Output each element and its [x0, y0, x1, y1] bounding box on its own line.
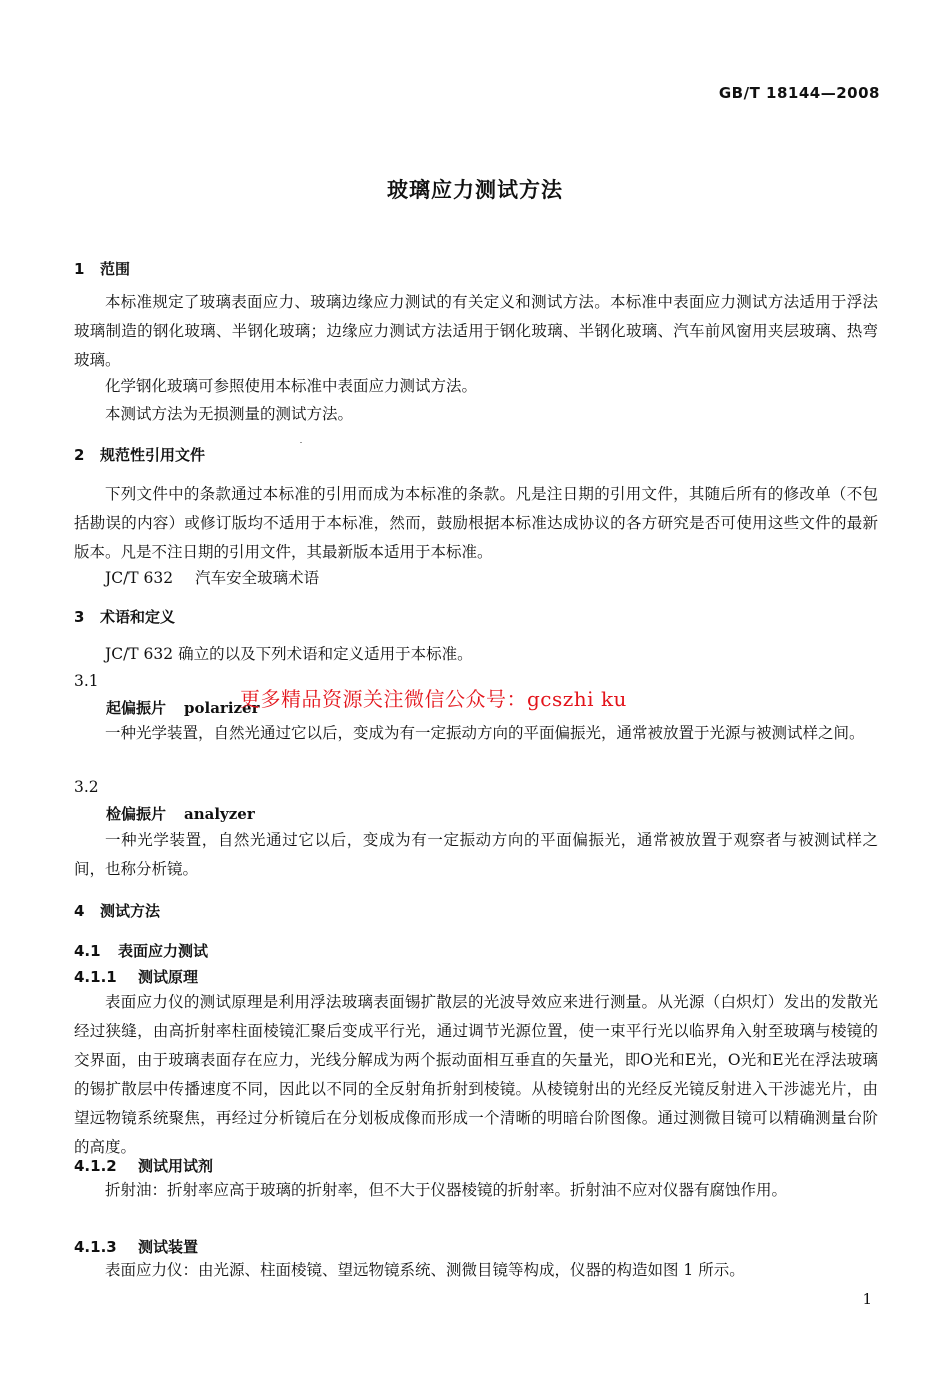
section-number: 2	[74, 446, 85, 464]
section-2-paragraph-1: 下列文件中的条款通过本标准的引用而成为本标准的条款。凡是注日期的引用文件，其随后所有的修改单（不包括勘误的内容）或修订版均不适用于本标准，然而，鼓励根据本标准达成协议的各方研究是否可使用这些文件的最新版本。凡是不注日期的引用文件，其最新版本适用于本标准。	[74, 485, 878, 561]
page-title: 玻璃应力测试方法	[387, 178, 563, 202]
normative-reference	[105, 566, 319, 588]
term-cn: 检偏振片	[106, 805, 167, 823]
section-title: 范围	[100, 260, 131, 278]
section-4-1-3-paragraph: 表面应力仪：由光源、柱面棱镜、望远物镜系统、测微目镜等构成，仪器的构造如图 1 所示。	[105, 1261, 745, 1279]
section-title: 测试装置	[138, 1238, 199, 1256]
section-3-heading	[74, 606, 175, 627]
section-4-1-3-heading	[74, 1236, 198, 1257]
section-1-paragraph-3: 本测试方法为无损测量的测试方法。	[105, 405, 354, 423]
section-title: 测试方法	[100, 902, 161, 920]
section-1-paragraph-2: 化学钢化玻璃可参照使用本标准中表面应力测试方法。	[105, 377, 478, 395]
section-4-1-heading	[74, 940, 208, 961]
scan-speck	[300, 442, 302, 443]
section-title: 术语和定义	[100, 608, 176, 626]
section-number: 4.1.1	[74, 968, 117, 986]
section-1-paragraph-1: 本标准规定了玻璃表面应力、玻璃边缘应力测试的有关定义和测试方法。本标准中表面应力测试方法适用于浮法玻璃制造的钢化玻璃、半钢化玻璃；边缘应力测试方法适用于钢化玻璃、半钢化玻璃、汽车前风窗用夹层玻璃、热弯玻璃。	[74, 293, 878, 369]
section-title: 测试用试剂	[138, 1157, 214, 1175]
section-3-paragraph-1: JC/T 632 确立的以及下列术语和定义适用于本标准。	[105, 645, 473, 663]
term-cn: 起偏振片	[106, 699, 167, 717]
section-number: 1	[74, 260, 85, 278]
reference-code: JC/T 632	[105, 569, 174, 587]
section-4-1-1-heading	[74, 966, 198, 987]
term-3-1-title	[106, 697, 260, 718]
section-number: 3	[74, 608, 85, 626]
term-3-2-number: 3.2	[74, 778, 99, 796]
watermark-text: 更多精品资源关注微信公众号：gcszhi ku	[240, 687, 627, 711]
section-4-heading	[74, 900, 160, 921]
standard-number: GB/T 18144—2008	[718, 84, 880, 102]
term-en: polarizer	[184, 699, 260, 717]
section-number: 4.1	[74, 942, 101, 960]
section-4-1-2-heading	[74, 1155, 213, 1176]
section-1-heading	[74, 258, 130, 279]
term-3-1-number: 3.1	[74, 672, 99, 690]
section-number: 4.1.2	[74, 1157, 117, 1175]
section-title: 测试原理	[138, 968, 199, 986]
reference-title: 汽车安全玻璃术语	[195, 569, 320, 587]
section-number: 4	[74, 902, 85, 920]
section-4-1-1-paragraph: 表面应力仪的测试原理是利用浮法玻璃表面锡扩散层的光波导效应来进行测量。从光源（白炽灯）发出的发散光经过狭缝，由高折射率柱面棱镜汇聚后变成平行光，通过调节光源位置，使一束平行光以临界角入射至玻璃与棱镜的交界面，由于玻璃表面存在应力，光线分解成为两个振动面相互垂直的矢量光，即O光和E光，O光和E光在浮法玻璃的锡扩散层中传播速度不同，因此以不同的全反射角折射到棱镜。从棱镜射出的光经反光镜反射进入干涉滤光片，由望远物镜系统聚焦，再经过分析镜后在分划板成像而形成一个清晰的明暗台阶图像。通过测微目镜可以精确测量台阶的高度。	[74, 993, 878, 1156]
term-3-2-definition: 一种光学装置，自然光通过它以后，变成为有一定振动方向的平面偏振光，通常被放置于观察者与被测试样之间，也称分析镜。	[74, 831, 878, 878]
term-en: analyzer	[184, 805, 255, 823]
section-title: 表面应力测试	[118, 942, 209, 960]
section-2-heading	[74, 444, 205, 465]
page-number: 1	[862, 1290, 872, 1308]
section-title: 规范性引用文件	[100, 446, 206, 464]
section-4-1-2-paragraph: 折射油：折射率应高于玻璃的折射率，但不大于仪器棱镜的折射率。折射油不应对仪器有腐蚀作用。	[105, 1181, 788, 1199]
section-number: 4.1.3	[74, 1238, 117, 1256]
term-3-1-definition: 一种光学装置，自然光通过它以后，变成为有一定振动方向的平面偏振光，通常被放置于光源与被测试样之间。	[105, 724, 865, 742]
term-3-2-title	[106, 803, 255, 824]
